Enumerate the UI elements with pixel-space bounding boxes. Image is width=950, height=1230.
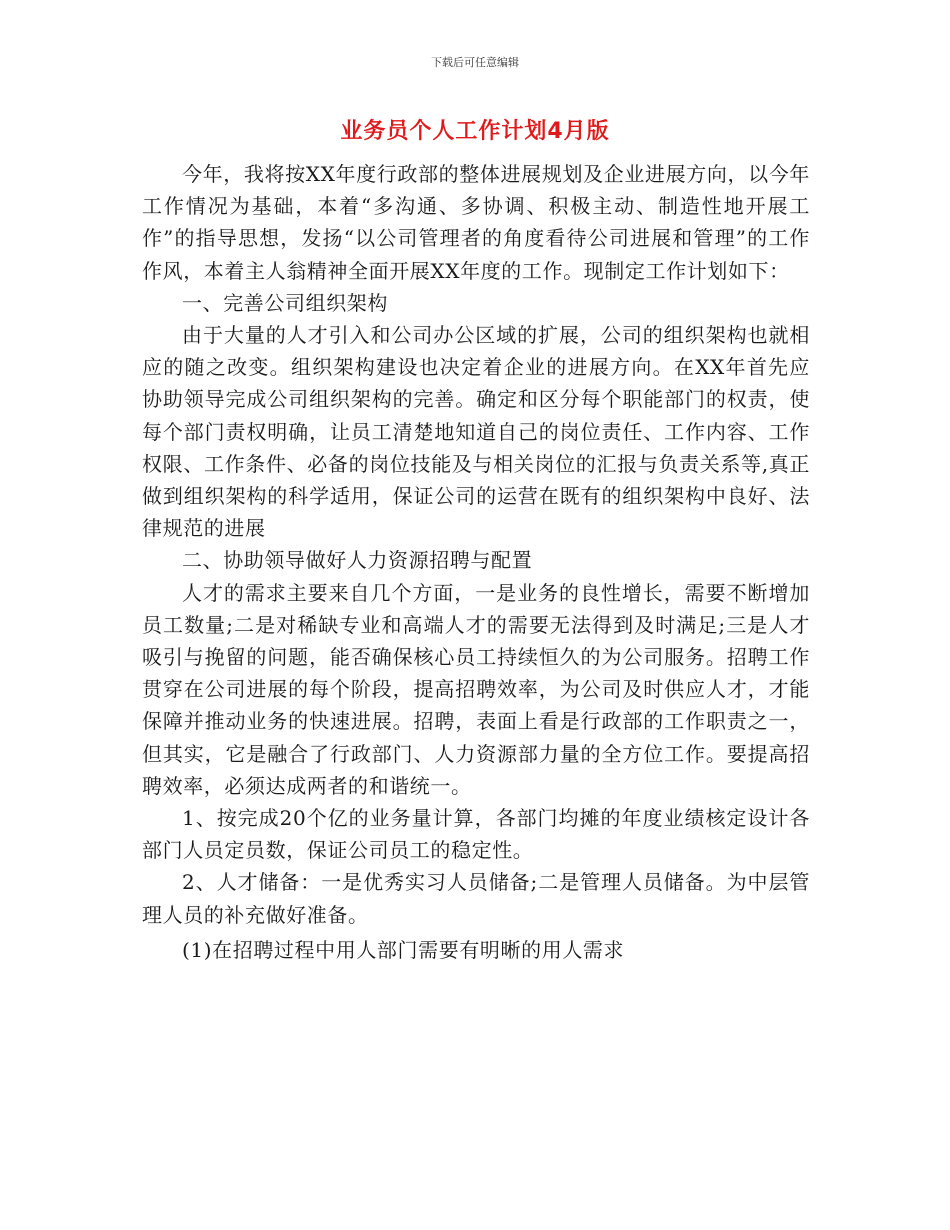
section-heading-2: 二、协助领导做好人力资源招聘与配置 [182,548,533,573]
header-note: 下载后可任意编辑 [431,56,519,69]
section-heading-1: 一、完善公司组织架构 [182,290,388,315]
list-item-1: 1、按完成20个亿的业务量计算，各部门均摊的年度业绩核定设计各部门人员定员数，保证公司员工的稳定性。 [142,806,810,863]
paragraph-intro: 今年，我将按XX年度行政部的整体进展规划及企业进展方向，以今年工作情况为基础，本着“多沟通、多协调、积极主动、制造性地开展工作”的指导思想，发扬“以公司管理者的角度看待公司进展和管理”的工作作风，本着主人翁精神全面开展XX年度的工作。现制定工作计划如下： [142,162,810,283]
sub-item-1: (1)在招聘过程中用人部门需要有明晰的用人需求 [182,937,625,962]
document-body [142,158,810,966]
document-title: 业务员个人工作计划4月版 [340,119,610,144]
paragraph-section-1: 由于大量的人才引入和公司办公区域的扩展，公司的组织架构也就相应的随之改变。组织架构建设也决定着企业的进展方向。在XX年首先应协助领导完成公司组织架构的完善。确定和区分每个职能部门的权责，使每个部门责权明确，让员工清楚地知道自己的岗位责任、工作内容、工作权限、工作条件、必备的岗位技能及与相关岗位的汇报与负责关系等,真正做到组织架构的科学适用，保证公司的运营在既有的组织架构中良好、法律规范的进展 [142,323,810,541]
list-item-2: 2、人才储备：一是优秀实习人员储备;二是管理人员储备。为中层管理人员的补充做好准备。 [142,870,810,927]
paragraph-section-2: 人才的需求主要来自几个方面，一是业务的良性增长，需要不断增加员工数量;二是对稀缺专业和高端人才的需要无法得到及时满足;三是人才吸引与挽留的问题，能否确保核心员工持续恒久的为公司服务。招聘工作贯穿在公司进展的每个阶段，提高招聘效率，为公司及时供应人才，才能保障并推动业务的快速进展。招聘，表面上看是行政部的工作职责之一，但其实，它是融合了行政部门、人力资源部力量的全方位工作。要提高招聘效率，必须达成两者的和谐统一。 [142,580,810,798]
